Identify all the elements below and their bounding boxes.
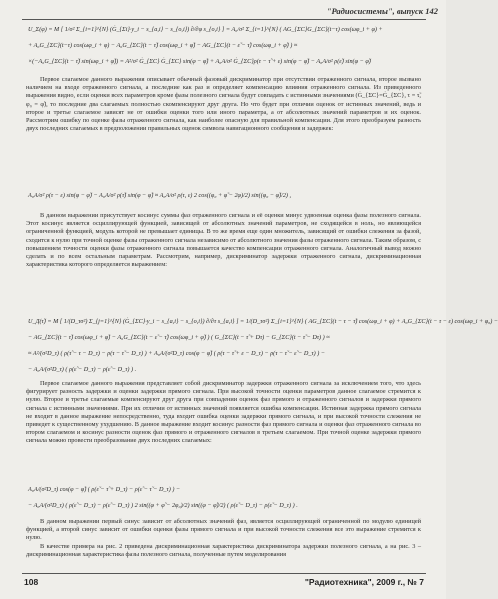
header-rule [22,19,426,20]
paragraph-1: Первое слагаемое данного выражения описывает обычный фазовый дискриминатор при отсутствии отраженного сигнала, второе вызвано наличием на входе отраженного сигнала, а последние как раз и определяет компенсацию влияния отраженного сигнала. Из приведенного выражения видно, если оценки всех параметров кроме фазы полезного сигнала будут совпадать с истинными значениями (Ġ_{ΣC}=Ġ_{ΣC}, τ = τ̃, φ₀ = φ̃), то последние два слагаемых полностью скомпенсируют друг друга. Но что будет при отличии оценок от истинных значений, ведь и второе и третье слагаемое зависят не от ошибки оценки того или иного параметра, а от абсолютных значений параметров и их оценок. Рассмотрим ошибку по оценке фазы отраженного сигнала, как наиболее опасную для правильной компенсации. Для этого преобразуем разность двух последних слагаемых в предположении правильных оценок символа навигационного сообщения и задержек: [26,76,421,133]
formula-3-line-1: U_Д(τ̃) = M [ 1/(D_τσ²) Σ_{j=1}^{N} (Ġ_{ΣC}·y_i − s_{a,i} − s_{o,i}) ∂/∂τ s_{a,i} ] = 1/(D_τσ²) Σ_{i=1}^{N} ( AG_{ΣC}(t − τ − τ̃) cos(ωφ_i + φ) + A₀G_{ΣC}(t − τ − ε) cos(ωφ_i + φ₀) − [28,318,498,325]
footer-rule [22,573,426,574]
journal-footer: "Радиотехника", 2009 г., № 7 [304,577,424,587]
formula-3-line-2: − AG_{ΣC}(t − τ̃) cos(ωφ_i + φ̃) − A₀G_{ΣC}(t − ε̃ − τ̃) cos(ωφ_i + φ̃) ) ( G_{ΣC}(t − τ̃ + Dτ) − G_{ΣC}(t − τ̃ − Dτ) ) ≈ [28,334,330,341]
formula-1-line-2: + A₀G_{ΣC}(t−τ) cos(ωφ_i + φ) − A₀G_{ΣC}(t − τ̃) cos(ωφ_i + φ̃) − AG_{ΣC}(t − ε̃ − τ̃) cos(ωφ_i + φ̃) ) ≈ [28,42,298,49]
formula-1-line-1: U_Σ(φ) = M [ 1/σ² Σ_{i=1}^{N} (Ġ_{Σi}·y_i − s_{a,i} − s_{o,i}) ∂/∂φ s_{o,i} ] = A₀/σ² Σ_{i=1}^{N} ( AG_{ΣC}G_{ΣC}(t−τ) cos(ωφ_i + φ) + [28,26,383,33]
paragraph-5: В качестве примера на рис. 2 приведена дискриминационная характеристика дискриминатора задержки полезного сигнала, а на рис. 3 – дискриминационная характеристика фазы полезного сигнала, полученные путем моделирования [26,543,421,559]
formula-3-line-3: ≈ A²/(σ²D_τ) ( ρ(τ̃ − τ − D_τ) − ρ(τ − τ̃ − D_τ) ) + A₀A/(σ²D_τ) cos(φ − φ̃) ( ρ(τ − τ̃ + ε − D_τ) − ρ(τ − τ̃ − ε̃ − D_τ) ) − [28,350,326,357]
paragraph-3: Первое слагаемое данного выражения представляет собой дискриминатор задержки отраженного сигнала за исключением того, что здесь фигурирует разность задержки и оценки задержки прямого сигнала. При высокой точности оценки параметров данное слагаемое стремится к нулю. Второе и третье слагаемые компенсируют друг друга при совпадении оценок фаз прямого и отраженного сигналов и задержки прямого сигнала с истинными значениями. При их отличии от истинных значений появляется ошибка компенсации. Истинная задержка прямого сигнала не входит в данное выражение непосредственно, туда входит ошибка оценки задержки прямого сигнала, и при высокой точности слежения не приведет к существенному ухудшению. В данное выражение входит косинус разности фаз прямого сигнала и оценки фаз отраженного сигнала во втором слагаемом и косинус разности оценок фаз прямого и отраженного сигналов в третьем слагаемом. При точной оценке задержки прямого сигнала можно провести преобразование двух последних слагаемых: [26,380,421,445]
formula-4-line-2: − A₀A/(σ²D_τ) ( ρ(ε̃ − D_τ) − ρ(ε̃ − D_τ) ) 2 sin((φ + φ̃ − 2φ₀)/2) sin((φ − φ̃)/2) ( ρ(ε̃ − D_τ) − ρ(ε̃ − D_τ) ) . [28,502,298,509]
formula-2: A₀A/σ² ρ(τ − ε) sin(φ − φ̃) − A₀A/σ² ρ(τ̃) sin(φ − φ̃) ≈ A₀A/σ² ρ(τ, ε) 2 cos((φ₀ + φ̃ − 2φ)/2) sin((φ₀ − φ̃)/2) , [28,192,292,199]
formula-3-line-4: − A₀A/(σ²D_τ) ( ρ(ε̃ − D_τ) − ρ(ε̃ − D_τ) ) . [28,366,137,373]
paragraph-2: В данном выражении присутствует косинус суммы фаз отраженного сигнала и её оценки минус удвоенная оценка фазы полезного сигнала. Этот косинус является осциллирующей функцией, зависящей от абсолютных значений параметров, не сходящейся в ноль, но являющейся ограниченной функцией, модуль которой не превышает единицы. В то же время еще один множитель, зависящий от ошибки слежения за фазой, сходится к нулю при точной оценке фазы отраженного сигнала независимо от абсолютного значения фазы отраженного сигнала. Таким образом, с повышением точности оценки фазы отраженного сигнала повышается качество компенсации отраженного сигнала. Аналогичный вывод можно сделать и по всем остальным параметрам. Рассмотрим, например, дискриминатор задержки отраженного сигнала, дискриминационная характеристика которого определяется выражением: [26,212,421,269]
paragraph-4: В данном выражении первый синус зависит от абсолютных значений фаз, является осциллирующей ограниченной по модулю единицей функцией, а второй синус зависит от ошибки оценки фазы прямого сигнала и при высокой точности слежения все это выражение стремится к нулю. [26,518,421,542]
formula-4-line-1: A₀A/(σ²D_τ) cos(φ − φ̃) ( ρ(ε̃ − τ̃ + D_τ) − ρ(ε̃ − τ̃ − D_τ) ) − [28,486,181,493]
page-number: 108 [24,577,39,587]
formula-1-line-3: ×(−A₀G_{ΣC}(t − τ̃) sin(ωφ_i + φ̃)) = A²/σ² Ġ_{ΣC} Ġ_{ΣC} sin(φ − φ̃) + A₀A/σ² Ġ_{ΣC}ρ(τ − τ̃ + ε) sin(φ − φ̃) − A₀A/σ² ρ(ε̃) sin(φ − φ̃) [28,58,371,65]
running-header: "Радиосистемы", выпуск 142 [326,6,438,16]
